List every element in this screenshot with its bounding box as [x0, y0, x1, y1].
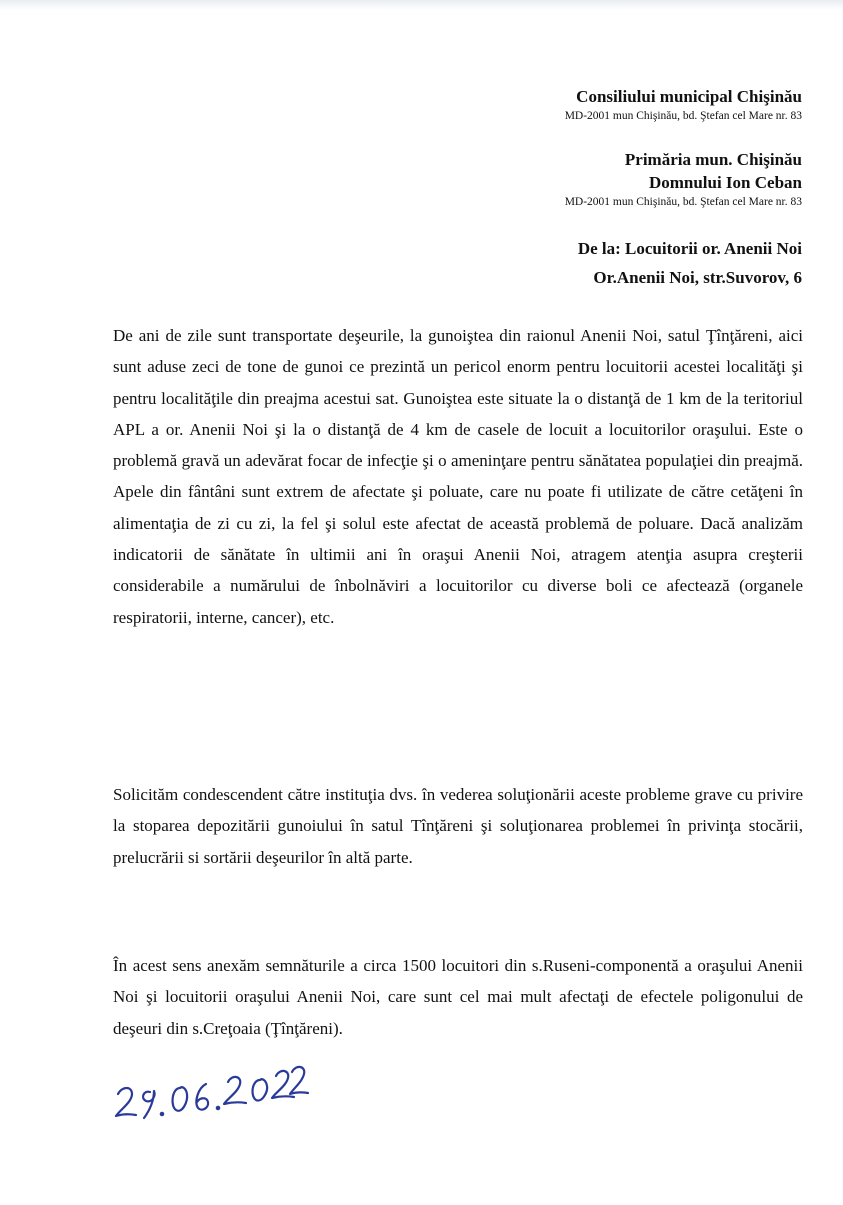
recipient-mayor-name: Domnului Ion Ceban [648, 173, 802, 192]
body-paragraph-1: De ani de zile sunt transportate deşeurile, la gunoiştea din raionul Anenii Noi, satul Ţînţăreni, aici sunt aduse zeci de tone de gunoi ce prezintă un pericol enorm pentru locuitorii acestei localităţi şi pentru localităţile din preajma acestui sat. Gunoiştea este situate la o distanţă de 1 km de la teritoriul APL a or. Anenii Noi şi la o distanţă de 4 km de casele de locuit a locuitorilor oraşului. Este o problemă gravă un adevărat focar de infecţie şi o ameninţare pentru sănătatea populaţiei din preajmă. Apele din fântâni sunt extrem de afectate şi poluate, care nu poate fi utilizate de către cetăţeni în alimentaţia de zi cu zi, la fel şi solul este afectat de această problemă de poluare. Dacă analizăm indicatorii de sănătate în ultimii ani în oraşui Anenii Noi, atragem atenţia asupra creşterii considerabile a numărului de înbolnăviri a locuitorilor cu diverse boli ce afectează (organele respiratorii, interne, cancer), etc. [113, 326, 803, 627]
body-paragraph-2: Solicităm condescendent către instituţia dvs. în vederea soluţionării aceste probleme grave cu privire la stoparea depozitării gunoiului în satul Tînţăreni şi soluţionarea problemei în privinţa stocării, prelucrării si sortării deşeurilor în altă parte. [113, 785, 803, 867]
recipient-mayoralty-address: MD-2001 mun Chişinău, bd. Ştefan cel Mare nr. 83 [564, 196, 802, 208]
recipient-council-address: MD-2001 mun Chişinău, bd. Ştefan cel Mare nr. 83 [564, 110, 802, 122]
body-paragraph-3: În acest sens anexăm semnăturile a circa 1500 locuitori din s.Ruseni-componentă a oraşului Anenii Noi şi locuitorii oraşului Anenii Noi, care sunt cel mai mult afectaţi de efectele poligonului de deşeuri din s.Creţoaia (Ţînţăreni). [113, 956, 803, 1038]
sender-name: De la: Locuitorii or. Anenii Noi [577, 239, 802, 258]
sender-block [578, 234, 802, 292]
handwritten-date-drawing [110, 1050, 310, 1130]
handwritten-date [110, 1050, 310, 1130]
recipient-mayoralty [565, 148, 802, 210]
sender-address: Or.Anenii Noi, str.Suvorov, 6 [593, 268, 802, 287]
recipient-council [565, 85, 802, 124]
recipient-council-name: Consiliului municipal Chişinău [576, 87, 802, 106]
scan-top-edge [0, 0, 843, 10]
recipient-mayoralty-name: Primăria mun. Chişinău [624, 150, 802, 169]
